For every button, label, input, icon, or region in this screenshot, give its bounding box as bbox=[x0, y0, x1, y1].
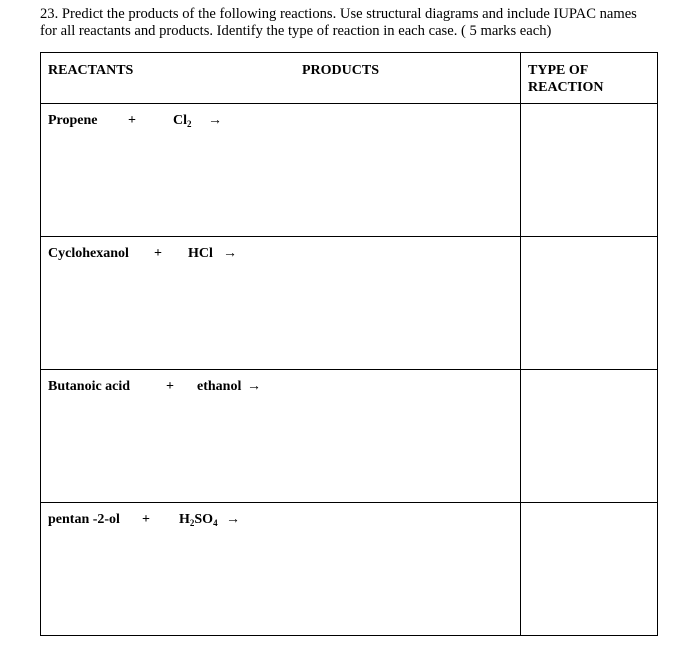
reaction-row bbox=[41, 503, 658, 636]
reaction-type-cell[interactable] bbox=[521, 237, 658, 370]
reactant-1: pentan -2-ol bbox=[48, 512, 120, 527]
question-line-1: 23. Predict the products of the following reactions. Use structural diagrams and include IUPAC names bbox=[40, 6, 637, 22]
reaction-row bbox=[41, 104, 658, 237]
reaction-arrow: → bbox=[223, 246, 237, 261]
reactions-table bbox=[40, 52, 658, 636]
reaction-type-cell[interactable] bbox=[521, 370, 658, 503]
question-line-2: for all reactants and products. Identify the type of reaction in each case. ( 5 marks each) bbox=[40, 23, 552, 39]
header-products: PRODUCTS bbox=[302, 63, 380, 78]
header-type-line-1: TYPE OF bbox=[528, 63, 589, 78]
header-reactants-products-cell bbox=[41, 53, 521, 104]
reaction-arrow: → bbox=[208, 113, 222, 128]
reaction-arrow: → bbox=[247, 379, 261, 394]
reaction-row bbox=[41, 370, 658, 503]
reaction-cell[interactable] bbox=[41, 104, 521, 237]
reactant-2: HCl bbox=[188, 246, 213, 261]
header-row bbox=[41, 53, 658, 104]
reaction-type-cell[interactable] bbox=[521, 104, 658, 237]
plus-sign: + bbox=[128, 113, 136, 128]
question-text bbox=[40, 6, 670, 40]
header-type-line-2: REACTION bbox=[528, 80, 604, 95]
reactant-2: $H_2SO_4$ bbox=[179, 512, 218, 528]
header-type-cell bbox=[521, 53, 658, 104]
reaction-row bbox=[41, 237, 658, 370]
reaction-arrow: → bbox=[226, 512, 240, 527]
header-reactants: REACTANTS bbox=[48, 63, 134, 78]
plus-sign: + bbox=[166, 379, 174, 394]
reactant-1: Propene bbox=[48, 113, 98, 128]
plus-sign: + bbox=[142, 512, 150, 527]
plus-sign: + bbox=[154, 246, 162, 261]
reactant-1: Butanoic acid bbox=[48, 379, 131, 394]
reaction-cell[interactable] bbox=[41, 370, 521, 503]
reaction-cell[interactable] bbox=[41, 503, 521, 636]
reactant-1: Cyclohexanol bbox=[48, 246, 129, 261]
reaction-type-cell[interactable] bbox=[521, 503, 658, 636]
reaction-cell[interactable] bbox=[41, 237, 521, 370]
reactant-2: $Cl_2$ bbox=[173, 113, 192, 129]
reactant-2: ethanol bbox=[197, 379, 242, 394]
